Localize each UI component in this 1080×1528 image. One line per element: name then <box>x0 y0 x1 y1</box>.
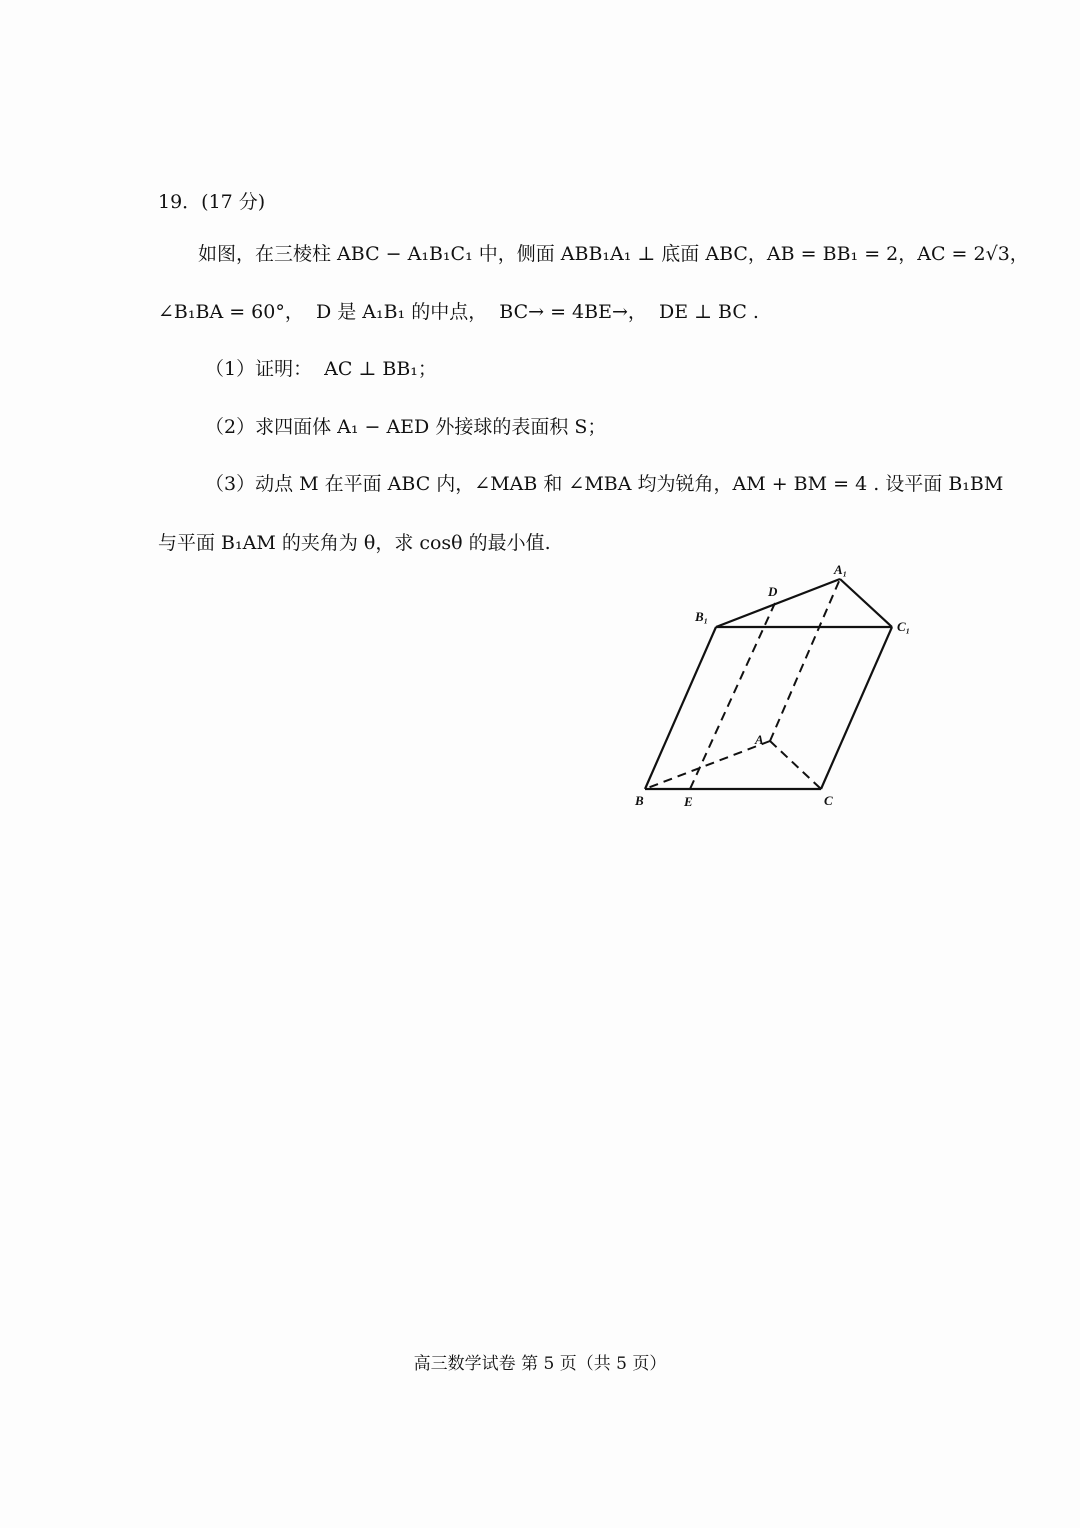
question-header <box>158 188 265 216</box>
vertex-label-c: C <box>824 793 833 808</box>
sub-question-3-line-2 <box>158 529 551 557</box>
footer-text: 高三数学试卷 第 5 页（共 5 页） <box>413 1354 667 1374</box>
vertex-label-a: A <box>755 732 764 747</box>
sub-question-3-line-1 <box>205 470 1003 498</box>
edge-A-C <box>770 741 821 789</box>
sub-question-3-text-2: 与平面 B₁AM 的夹角为 θ，求 cosθ 的最小值. <box>158 532 551 554</box>
sub-question-1-text: （1）证明： AC ⊥ BB₁； <box>205 358 437 380</box>
stem-text-2: ∠B₁BA = 60°， D 是 A₁B₁ 的中点， BC→ = 4BE→， DE ⊥ BC . <box>158 301 759 323</box>
question-stem-line-1 <box>198 240 1029 268</box>
edge-C-C1 <box>821 627 892 789</box>
prism-figure <box>620 555 930 820</box>
vertex-label-d: D <box>768 584 778 599</box>
sub-question-2 <box>205 413 606 441</box>
vertex-label-b: B <box>635 793 644 808</box>
vertex-label-b1: B₁ <box>695 609 709 624</box>
prism-diagram <box>620 555 930 820</box>
sub-question-2-text: （2）求四面体 A₁ − AED 外接球的表面积 S； <box>205 416 607 438</box>
sub-question-3-text-1: （3）动点 M 在平面 ABC 内，∠MAB 和 ∠MBA 均为锐角，AM + BM = 4 . 设平面 B₁BM <box>205 473 1004 495</box>
sub-question-1 <box>205 355 437 383</box>
edge-B-B1 <box>645 627 716 789</box>
edge-A1-C1 <box>840 579 892 627</box>
question-number-and-points: 19．(17 分) <box>158 191 266 213</box>
vertex-label-e: E <box>684 794 693 809</box>
stem-text-1: 如图，在三棱柱 ABC − A₁B₁C₁ 中，侧面 ABB₁A₁ ⊥ 底面 ABC，AB = BB₁ = 2，AC = 2√3， <box>198 243 1029 265</box>
vertex-label-a1: A₁ <box>834 562 848 577</box>
edge-B1-A1 <box>716 579 840 627</box>
vertex-label-c1: C₁ <box>897 619 911 634</box>
segment-D-E <box>690 603 775 789</box>
question-stem-line-2 <box>158 298 759 326</box>
edge-A-A1 <box>770 579 840 741</box>
page-footer <box>0 1352 1080 1376</box>
